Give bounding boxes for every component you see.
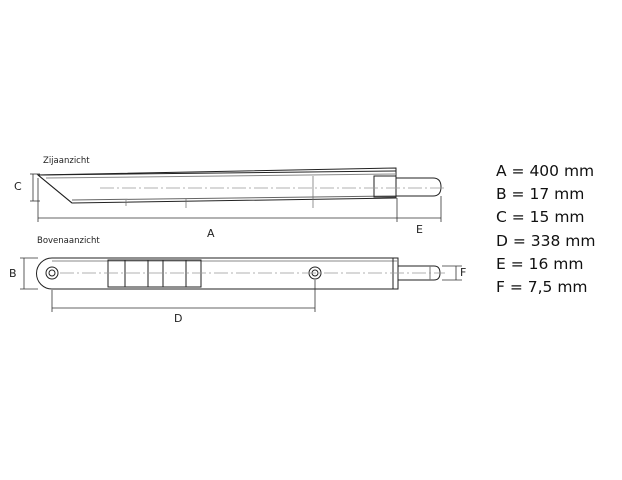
top-view-screw-hole-left-inner <box>49 270 55 276</box>
legend-item-a: A = 400 mm <box>496 162 595 180</box>
dimension-d-label: D <box>174 312 183 325</box>
legend-item-d: D = 338 mm <box>496 231 596 250</box>
dimension-a-label: A <box>207 227 215 240</box>
top-view-screw-hole-left <box>46 267 58 279</box>
dimension-c-label: C <box>14 180 22 193</box>
legend-item-e: E = 16 mm <box>496 254 584 273</box>
top-view-body <box>37 258 399 289</box>
top-view-label: Bovenaanzicht <box>37 236 100 246</box>
side-view <box>38 168 445 208</box>
side-view-end-block <box>374 176 396 197</box>
side-view-bottom-plate <box>72 196 396 200</box>
dimension-e <box>397 196 441 222</box>
dimension-d <box>52 280 315 312</box>
dimension-b-label: B <box>9 267 17 280</box>
top-view <box>37 258 446 289</box>
side-view-pin <box>396 178 441 196</box>
dimension-legend <box>496 160 596 299</box>
dimension-b <box>20 258 38 289</box>
legend-item-b: B = 17 mm <box>496 185 585 204</box>
side-view-label: Zijaanzicht <box>43 156 90 166</box>
legend-item-c: C = 15 mm <box>496 208 585 227</box>
dimension-e-label: E <box>416 223 423 236</box>
legend-item-f: F = 7,5 mm <box>496 277 588 296</box>
dimension-c <box>30 174 40 201</box>
top-view-slider <box>108 260 201 287</box>
dimension-f-label: F <box>460 266 467 279</box>
side-view-bevel <box>38 175 72 203</box>
